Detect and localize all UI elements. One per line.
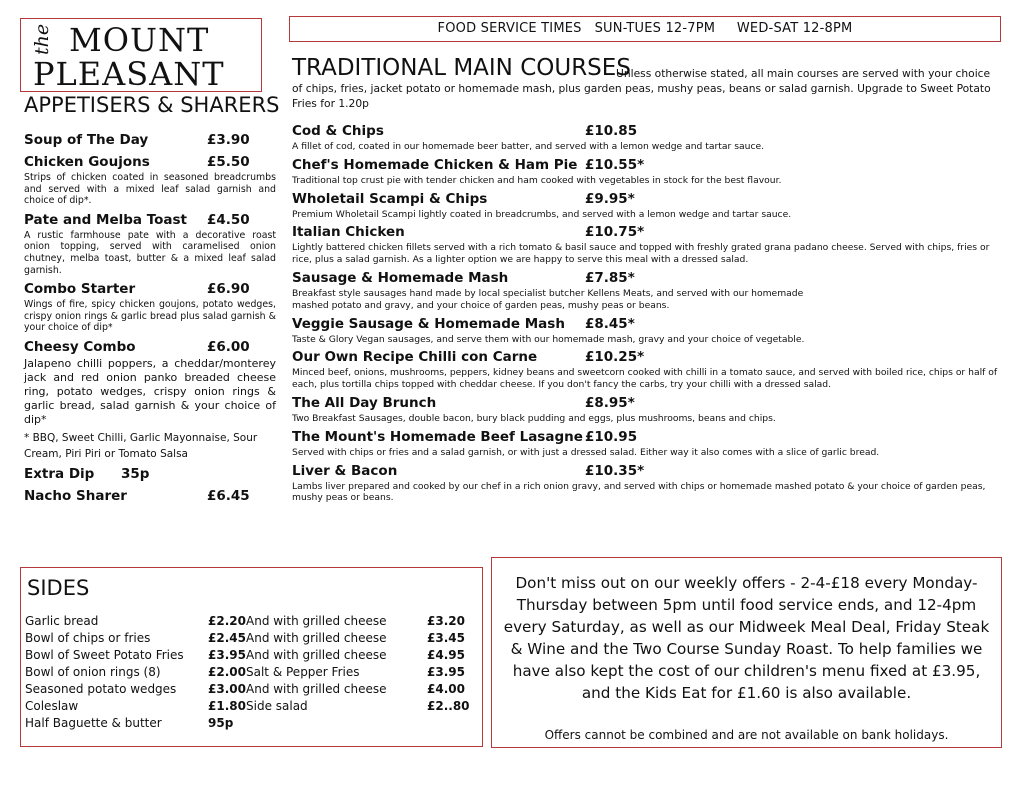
course-name: Italian Chicken — [292, 224, 405, 241]
item-price: £5.50 — [207, 154, 250, 170]
item-price: £4.50 — [207, 211, 250, 228]
side-upgrade: And with grilled cheese — [246, 630, 387, 645]
side-name: Coleslaw — [25, 698, 79, 713]
course-description: Served with chips or fries and a salad garnish, or with just a dressed salad. Either way it also comes with a slice of garlic bread. — [292, 446, 880, 458]
sides-panel — [20, 567, 483, 747]
side-upgrade: And with grilled cheese — [246, 613, 387, 628]
course-description: A fillet of cod, coated in our homemade beer batter, and served with a lemon wedge and tartar sauce. — [292, 141, 765, 152]
item-price: £6.90 — [207, 281, 250, 298]
appetiser-item — [24, 130, 276, 150]
extra-dip — [24, 464, 276, 484]
course-price: £10.85 — [585, 123, 638, 139]
sides-row — [25, 629, 470, 646]
side-price: £1.80 — [208, 698, 246, 713]
offers-text: Don't miss out on our weekly offers - 2-4-£18 every Monday-Thursday between 5pm until food service ends, and 12-4pm every Saturday, as well as our Midweek Meal Deal, Friday Steak & Wine and the Two Course Sunday Roast. To help families we have also kept the cost of our children's menu fixed at £3.95, and the Kids Eat for £1.60 is also available. — [503, 574, 990, 702]
side-name: Seasoned potato wedges — [25, 681, 177, 696]
sides-row — [25, 697, 470, 714]
item-price: 35p — [121, 465, 150, 482]
course-item — [292, 122, 1002, 153]
item-price: £3.90 — [207, 132, 250, 148]
side-name: Bowl of chips or fries — [25, 630, 151, 645]
course-price: £8.95* — [585, 394, 635, 411]
item-name: Combo Starter — [24, 281, 136, 298]
course-name: Our Own Recipe Chilli con Carne — [292, 349, 538, 366]
item-description: Wings of fire, spicy chicken goujons, potato wedges, crispy onion rings & garlic bread plus salad garnish & your choice of dip* — [24, 299, 276, 334]
course-item — [292, 394, 1002, 425]
sides-table — [25, 612, 470, 731]
appetiser-item — [24, 337, 276, 427]
item-name: Chicken Goujons — [24, 154, 150, 170]
course-name: Wholetail Scampi & Chips — [292, 190, 488, 207]
course-name: Chef's Homemade Chicken & Ham Pie — [292, 156, 578, 173]
course-description: Lambs liver prepared and cooked by our chef in a rich onion gravy, and served with chips or homemade mashed potato & your choice of garden peas, mushy peas or beans. — [292, 480, 986, 504]
side-upgrade: Side salad — [246, 698, 308, 713]
main-courses-list — [292, 122, 1002, 507]
side-upgrade: And with grilled cheese — [246, 681, 387, 696]
side-upgrade-price: £3.95 — [427, 664, 465, 679]
course-description: Taste & Glory Vegan sausages, and serve them with our homemade mash, gravy and your choice of vegetable. — [292, 333, 805, 345]
appetisers-list — [24, 130, 276, 506]
course-name: Sausage & Homemade Mash — [292, 269, 509, 286]
course-description: Breakfast style sausages hand made by local specialist butcher Kellens Meats, and served with our homemade mashed potato and gravy, and your choice of garden peas, mushy peas or beans. — [292, 287, 804, 311]
course-price: £10.75* — [585, 224, 645, 241]
course-description: Lightly battered chicken fillets served with a rich tomato & basil sauce and topped with freshly grated grana padano cheese. Served with chips, fries or rice, plus a salad garnish. As a lighter option we are happy to serve this meal with a dressed salad. — [292, 242, 990, 266]
sides-row — [25, 680, 470, 697]
course-item — [292, 428, 1002, 459]
course-item — [292, 315, 1002, 346]
item-description: Strips of chicken coated in seasoned breadcrumbs and served with a mixed leaf salad garnish and choice of dip*. — [24, 172, 276, 207]
appetiser-item — [24, 279, 276, 334]
offers-note: Offers cannot be combined and are not available on bank holidays. — [544, 728, 949, 742]
course-price: £8.45* — [585, 315, 635, 332]
course-item — [292, 190, 1002, 221]
course-item — [292, 156, 1002, 187]
side-upgrade-price: £4.95 — [427, 647, 465, 662]
sides-title: SIDES — [27, 576, 90, 600]
side-upgrade-price: £3.20 — [427, 613, 465, 628]
course-price: £10.55* — [585, 156, 645, 173]
course-price: £9.95* — [585, 190, 635, 207]
side-price: £2.45 — [208, 630, 246, 645]
course-price: £10.35* — [585, 462, 645, 479]
main-courses-title: TRADITIONAL MAIN COURSES — [292, 55, 631, 81]
side-name: Bowl of Sweet Potato Fries — [25, 647, 184, 662]
service-times-banner — [289, 16, 1001, 42]
item-price: £6.45 — [207, 487, 250, 504]
course-name: The Mount's Homemade Beef Lasagne — [292, 428, 583, 445]
course-name: Liver & Bacon — [292, 462, 398, 479]
side-name: Bowl of onion rings (8) — [25, 664, 161, 679]
item-name: Pate and Melba Toast — [24, 211, 188, 228]
main-courses-intro: Unless otherwise stated, all main courses are served with your choice of chips, fries, jacket potato or homemade mash, plus garden peas, mushy peas, beans or salad garnish. Upgrade to Sweet Potato Fries for 1.20p — [292, 67, 991, 110]
course-price: £10.95 — [585, 428, 638, 445]
side-price: £2.00 — [208, 664, 246, 679]
side-price: £3.00 — [208, 681, 246, 696]
side-price: £3.95 — [208, 647, 246, 662]
logo-the: the — [31, 23, 53, 55]
nacho-sharer — [24, 486, 276, 506]
dip-footnote: * BBQ, Sweet Chilli, Garlic Mayonnaise, Sour Cream, Piri Piri or Tomato Salsa — [24, 431, 258, 460]
course-item — [292, 348, 1002, 391]
item-description: Jalapeno chilli poppers, a cheddar/monterey jack and red onion panko breaded cheese ring, potato wedges, crispy onion rings & garlic bread, salad garnish & your choice of dip* — [24, 356, 276, 426]
side-upgrade-price: £3.45 — [427, 630, 465, 645]
side-name: Half Baguette & butter — [25, 715, 162, 730]
logo-pleasant: PLEASANT — [33, 55, 225, 93]
course-description: Two Breakfast Sausages, double bacon, bury black pudding and eggs, plus mushrooms, beans and chips. — [292, 412, 776, 424]
course-description: Premium Wholetail Scampi lightly coated in breadcrumbs, and served with a lemon wedge and tartar sauce. — [292, 208, 792, 220]
appetiser-item — [24, 152, 276, 207]
course-description: Traditional top crust pie with tender chicken and ham cooked with vegetables in stock for the best flavour. — [292, 174, 782, 186]
item-name: Nacho Sharer — [24, 487, 127, 504]
side-price: £2.20 — [208, 613, 246, 628]
service-times: FOOD SERVICE TIMES SUN-TUES 12-7PM WED-SAT 12-8PM — [437, 21, 853, 36]
item-name: Cheesy Combo — [24, 338, 136, 355]
course-price: £10.25* — [585, 349, 645, 366]
side-upgrade-price — [427, 714, 470, 731]
course-description: Minced beef, onions, mushrooms, peppers, kidney beans and sweetcorn cooked with chilli in a tomato sauce, and served with boiled rice, chips or half of each, plus tortilla chips topped with cheddar cheese. If you don't fancy the carbs, try your chilli with a dressed salad. — [292, 367, 998, 391]
appetiser-item — [24, 210, 276, 276]
sides-row — [25, 663, 470, 680]
course-item — [292, 223, 1002, 266]
offers-panel — [491, 557, 1002, 748]
appetisers-title: APPETISERS & SHARERS — [24, 93, 280, 117]
sides-row — [25, 646, 470, 663]
course-price: £7.85* — [585, 269, 635, 286]
item-name: Soup of The Day — [24, 132, 149, 148]
side-name: Garlic bread — [25, 613, 99, 628]
course-name: Cod & Chips — [292, 123, 384, 139]
item-description: A rustic farmhouse pate with a decorative roast onion topping, served with caramelised onion chutney, melba toast, butter & a mixed leaf salad garnish. — [24, 229, 276, 276]
course-name: The All Day Brunch — [292, 394, 437, 411]
sides-row — [25, 612, 470, 629]
course-item — [292, 462, 1002, 505]
logo-mount: MOUNT — [69, 21, 210, 59]
sides-row — [25, 714, 470, 731]
item-price: £6.00 — [207, 338, 250, 355]
course-name: Veggie Sausage & Homemade Mash — [292, 315, 565, 332]
side-upgrade-price: £2..80 — [427, 698, 470, 713]
course-item — [292, 269, 1002, 312]
logo — [20, 18, 262, 92]
side-upgrade: And with grilled cheese — [246, 647, 387, 662]
side-price: 95p — [208, 715, 234, 730]
side-upgrade-price: £4.00 — [427, 681, 465, 696]
side-upgrade — [246, 714, 427, 731]
side-upgrade: Salt & Pepper Fries — [246, 664, 360, 679]
item-name: Extra Dip — [24, 465, 95, 482]
